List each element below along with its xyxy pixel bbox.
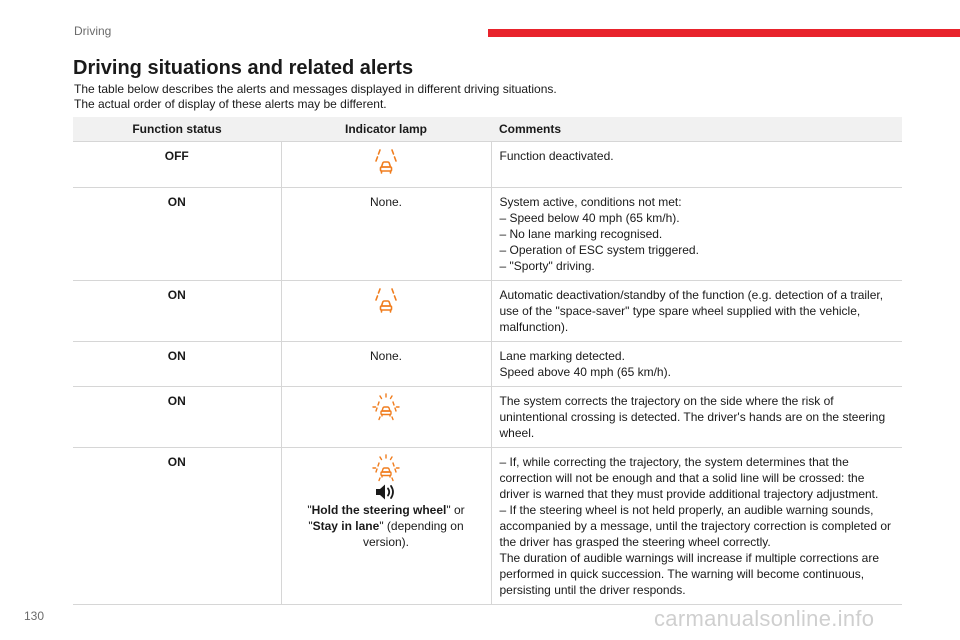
- indicator-lamp: [281, 280, 491, 341]
- comment-line: – If the steering wheel is not held properly, an audible warning sounds,: [499, 502, 874, 517]
- comment-line: Function deactivated.: [499, 148, 614, 163]
- comment-line: Automatic deactivation/standby of the function (e.g. detection of a trailer,: [499, 287, 884, 302]
- function-status: ON: [73, 187, 281, 280]
- table-row: [73, 447, 902, 604]
- comment-line: accompanied by a message, until the trajectory correction is completed or: [499, 518, 892, 533]
- intro-line: The actual order of display of these alerts may be different.: [74, 97, 387, 111]
- comments: [491, 341, 902, 386]
- intro-text: [74, 82, 557, 112]
- comment-line: The system corrects the trajectory on the side where the risk of: [499, 393, 834, 408]
- column-header-comments: Comments: [491, 117, 902, 141]
- comments: [491, 386, 902, 447]
- table-header-row: [73, 117, 902, 141]
- function-status: ON: [73, 447, 281, 604]
- function-status: ON: [73, 341, 281, 386]
- comments: [491, 447, 902, 604]
- comment-line: wheel.: [499, 425, 535, 440]
- comment-line: the driver has grasped the steering wheel correctly.: [499, 534, 771, 549]
- comment-line: malfunction).: [499, 319, 569, 334]
- table-row: [73, 341, 902, 386]
- function-status: ON: [73, 386, 281, 447]
- comment-line: – If, while correcting the trajectory, the system determines that the: [499, 454, 849, 469]
- comment-line: System active, conditions not met:: [499, 194, 682, 209]
- comment-line: Speed above 40 mph (65 km/h).: [499, 364, 671, 379]
- comment-line: correction will not be enough and that a solid line will be crossed: the: [499, 470, 865, 485]
- section-label: Driving: [74, 24, 112, 38]
- comment-line: – Speed below 40 mph (65 km/h).: [499, 210, 680, 225]
- table-row: [73, 141, 902, 187]
- lane-keeping-warning-icon: [290, 148, 483, 174]
- comment-line: persisting until the driver responds.: [499, 582, 686, 597]
- column-header-function-status: Function status: [73, 117, 281, 141]
- comments: [491, 141, 902, 187]
- alerts-table: [73, 117, 902, 605]
- function-status: ON: [73, 280, 281, 341]
- speaker-icon: [290, 482, 483, 502]
- indicator-lamp: None.: [281, 341, 491, 386]
- page-title: Driving situations and related alerts: [73, 57, 414, 79]
- comment-line: – No lane marking recognised.: [499, 226, 663, 241]
- indicator-lamp: None.: [281, 187, 491, 280]
- comment-line: – "Sporty" driving.: [499, 258, 595, 273]
- display-message: version).: [362, 534, 409, 549]
- comment-line: unintentional crossing is detected. The driver's hands are on the steering: [499, 409, 886, 424]
- table-row: [73, 280, 902, 341]
- watermark: carmanualsonline.info: [654, 606, 875, 631]
- comment-line: – Operation of ESC system triggered.: [499, 242, 699, 257]
- comment-line: driver is warned that they must provide additional trajectory adjustment.: [499, 486, 879, 501]
- display-message: "Stay in lane" (depending on: [308, 518, 464, 533]
- comments: [491, 280, 902, 341]
- lane-keeping-active-flashing-icon: [290, 454, 483, 482]
- display-message: "Hold the steering wheel" or: [307, 502, 465, 517]
- indicator-lamp: [281, 141, 491, 187]
- comment-line: The duration of audible warnings will increase if multiple corrections are: [499, 550, 880, 565]
- comments: [491, 187, 902, 280]
- section-accent-bar: [488, 29, 960, 37]
- comment-line: use of the "space-saver" type spare wheel supplied with the vehicle,: [499, 303, 861, 318]
- indicator-lamp: [281, 386, 491, 447]
- table-row: [73, 187, 902, 280]
- lane-keeping-active-flashing-icon: [290, 393, 483, 421]
- table-row: [73, 386, 902, 447]
- intro-line: The table below describes the alerts and messages displayed in different driving situations.: [74, 82, 557, 96]
- column-header-indicator-lamp: Indicator lamp: [281, 117, 491, 141]
- comment-line: Lane marking detected.: [499, 348, 625, 363]
- comment-line: performed in quick succession. The warning will become continuous,: [499, 566, 865, 581]
- indicator-lamp: [281, 447, 491, 604]
- lane-keeping-warning-icon: [290, 287, 483, 313]
- page-number: 130: [24, 609, 45, 623]
- function-status: OFF: [73, 141, 281, 187]
